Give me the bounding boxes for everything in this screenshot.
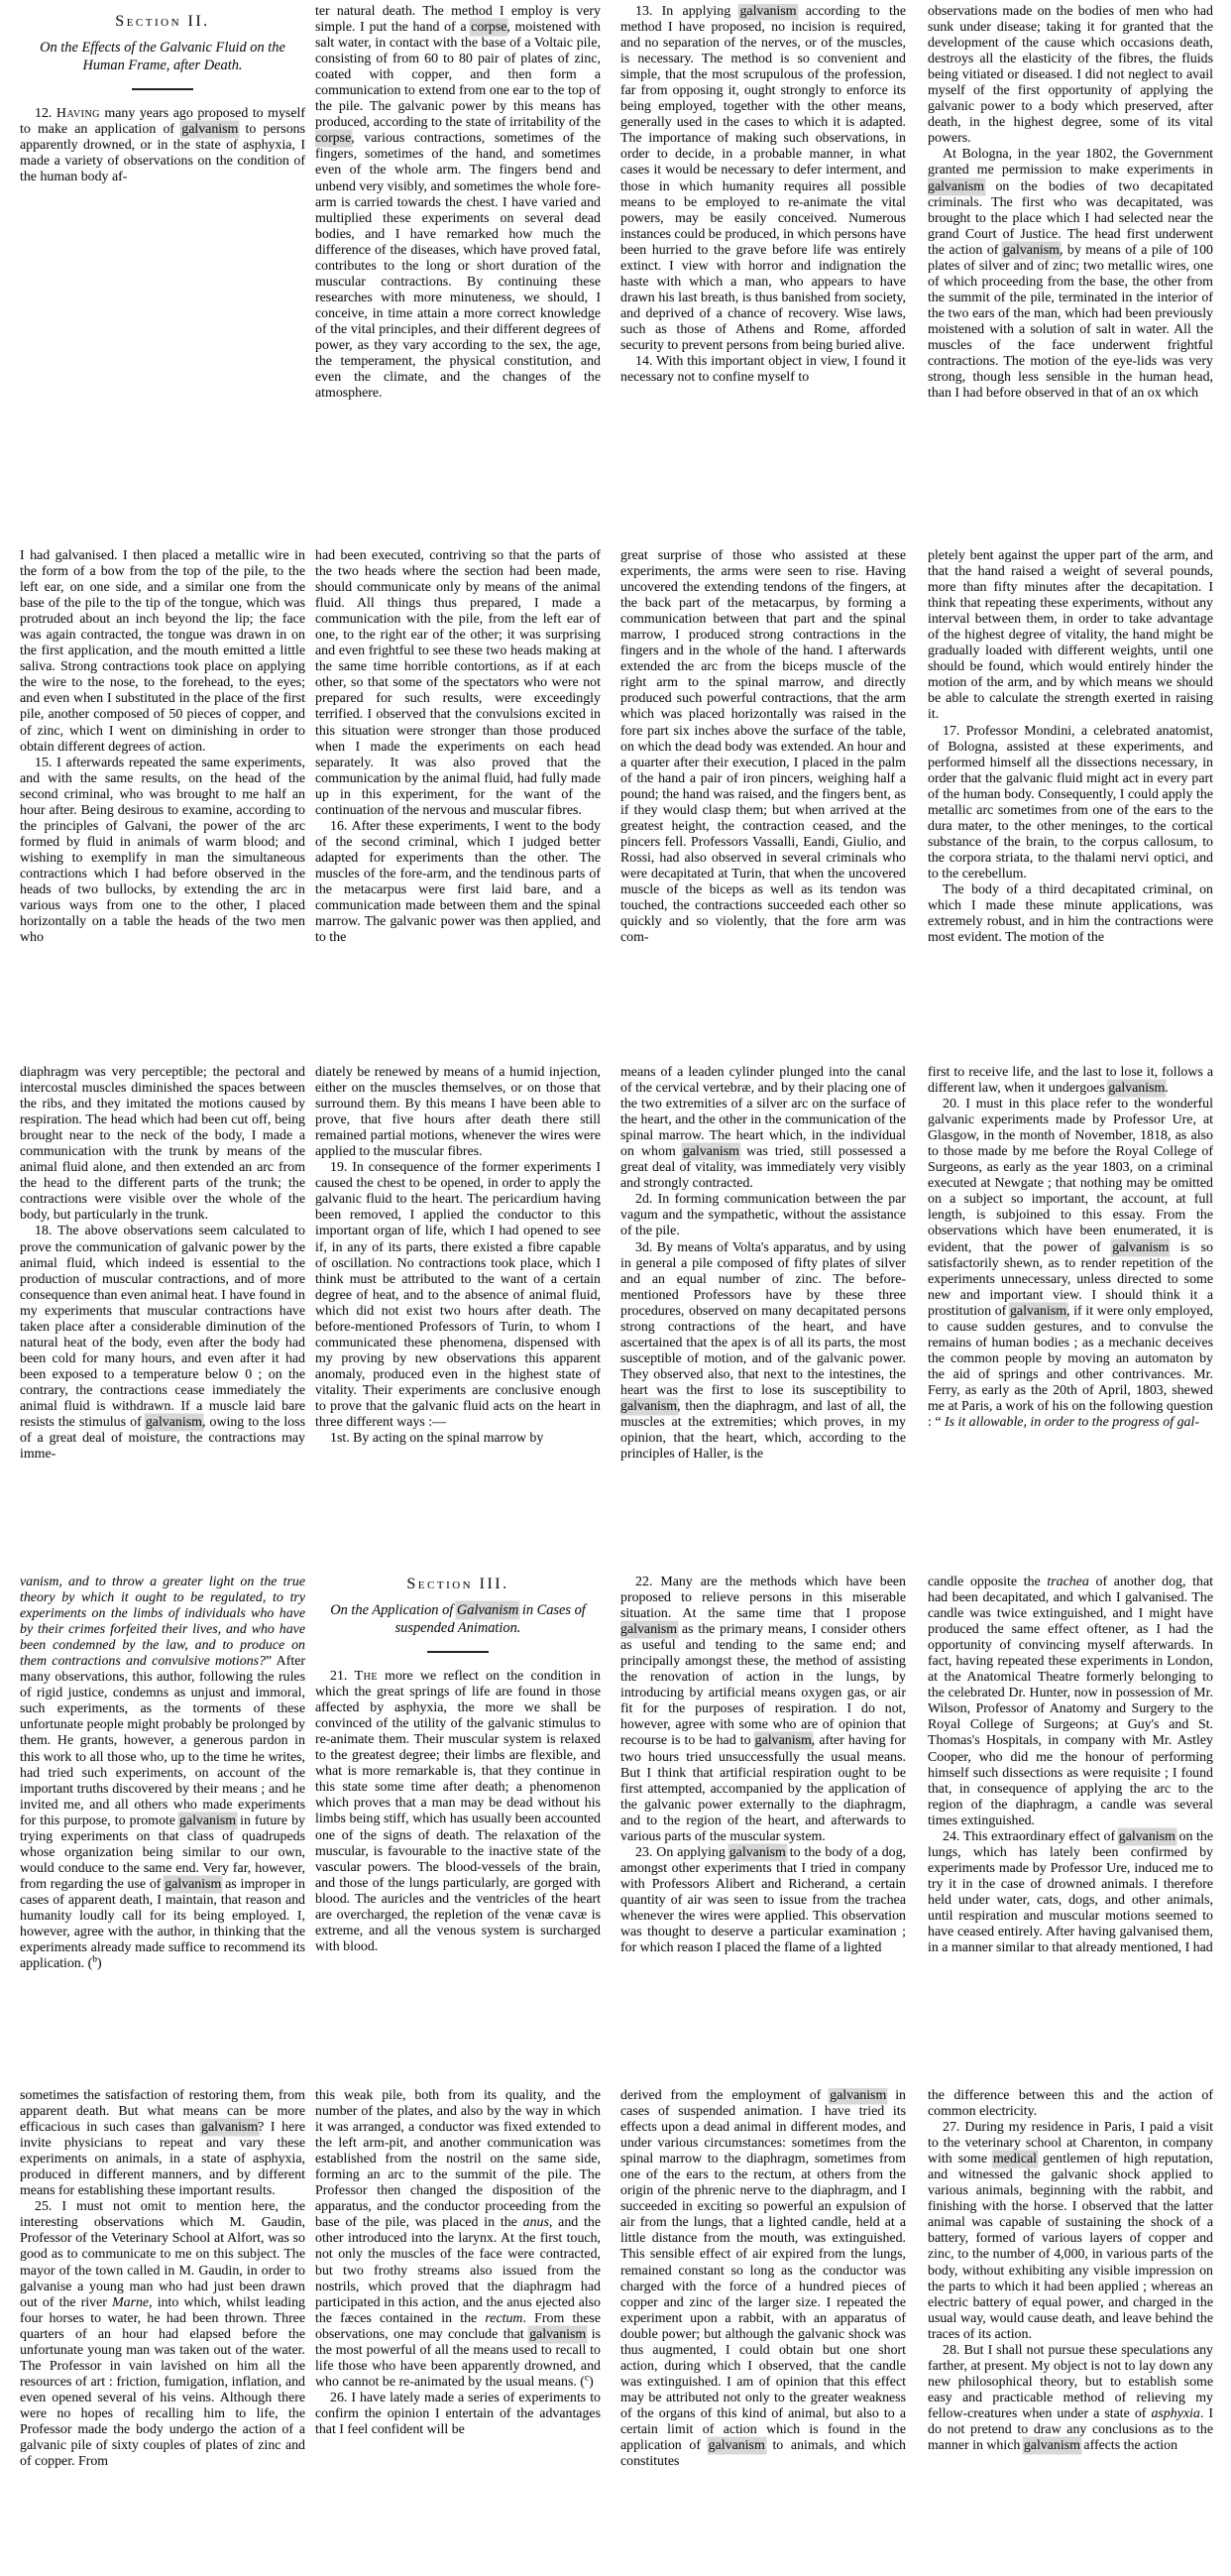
section-divider <box>427 1651 489 1653</box>
search-highlight: corpse <box>471 20 507 36</box>
text-block-row3-col3 <box>620 1065 906 1551</box>
paragraph: the difference between this and the action of common electricity. <box>928 2088 1213 2120</box>
text-block-row3-col1 <box>20 1065 305 1551</box>
section-subtitle: On the Application of Galvanism in Cases of suspended Animation. <box>330 1602 586 1636</box>
search-highlight: galvanism <box>739 4 797 19</box>
text-block-row5-col4 <box>928 2088 1213 2572</box>
paragraph: means of a leaden cylinder plunged into the canal of the cervical vertebræ, and by their placing one of the two extremities of a silver arc on the surface of the heart, and the other in the communication of the spinal marrow. The heart which, in the individual on whom galvanism was tried, still possessed a great deal of vitality, was immediately very visibly and strongly contracted. <box>620 1065 906 1192</box>
text-block-row1-col3 <box>620 4 906 492</box>
paragraph: I had galvanised. I then placed a metallic wire in the form of a bow from the top of the pile, to the left ear, on one side, and a similar one from the base of the pile to the tip of the tongue, which was protruded about an inch beyond the lip; the face was again contracted, the tongue was drawn in on the first application, and the mouth emitted a little saliva. Strong contractions took place on applying the wire to the nose, to the forehead, to the eyes; and even when I substituted in the place of the first pile, another composed of 50 pieces of copper, and of zinc, which I went on diminishing in order to obtain different degrees of action. <box>20 548 305 755</box>
paragraph: 22. Many are the methods which have been proposed to relieve persons in this miserable situation. At the same time that I propose galvanism as the primary means, I consider others as useful and tending to the same end; and principally amongst these, the method of assisting the renovation of action in the lungs, by introducing by artificial means oxygen gas, or air fit for the purposes of respiration. I do not, however, agree with some who are of opinion that recourse is to be had to galvanism, after having for two hours tried unsuccessfully the usual means. But I think that artificial respiration ought to be first attempted, accompanied by the application of the galvanic power externally to the diaphragm, and to the region of the heart, and afterwards to various parts of the muscular system. <box>620 1575 906 1844</box>
text-block-row1-col4 <box>928 4 1213 492</box>
search-highlight: galvanism <box>682 1144 739 1160</box>
search-highlight: galvanism <box>754 1733 812 1749</box>
paragraph: 1st. By acting on the spinal marrow by <box>330 1431 544 1447</box>
search-highlight: galvanism <box>1108 1081 1166 1097</box>
paragraph: 23. On applying galvanism to the body of a dog, amongst other experiments that I tried in company with Professors Alibert and Richerand, a certain quantity of air was seen to issue from the trachea whenever the wires were applied. This observation was thought to deserve a particular examination ; for which reason I placed the flame of a lighted <box>620 1844 906 1956</box>
paragraph: pletely bent against the upper part of the arm, and that the hand raised a weight of several pounds, more than fifty minutes after the decapitation. I think that repeating these experiments, without any interval between them, in order to take advantage of the highest degree of vitality, the hand might be gradually loaded with different weights, until one should be found, which would entirely hinder the motion of the arm, and by which means we should be able to calculate the strength exerted in raising it. <box>928 548 1213 723</box>
section-2-start-block <box>20 12 305 492</box>
paragraph: 24. This extraordinary effect of galvanism on the lungs, which has lately been confirmed by experiments made by Professor Ure, induced me to try it in the case of drowned animals. I therefore held under water, cats, dogs, and other animals, until respiration and muscular motions seemed to have ceased entirely. After having galvanised them, in a manner similar to that already mentioned, I had <box>928 1828 1213 1956</box>
search-highlight: galvanism <box>728 1844 786 1860</box>
search-highlight: galvanism <box>620 1622 678 1638</box>
paragraph: ter natural death. The method I employ is very simple. I put the hand of a corpse, moistened with salt water, in contact with the base of a Voltaic pile, consisting of from 60 to 80 pair of plates of zinc, coated with copper, and then form a communication to extend from one ear to the top of the pile. The galvanic power by this means has produced, according to the state of irritability of the corpse, various contractions, sometimes of the fingers, sometimes of the hand, and sometimes even of the whole arm. The fingers bend and unbend very visibly, and sometimes the whole fore-arm is carried towards the chest. I have varied and multiplied these experiments on several dead bodies, and I have remarked how much the difference of the diseases, which have proved fatal, contributes to the long or short duration of the muscular contractions. By continuing these researches with more minuteness, we should, I conceive, in time attain a more correct knowledge of the vital principles, and their different degrees of power, as they vary according to the sex, the age, the temperament, the physical constitution, and even the climate, and the changes of the atmosphere. <box>315 4 601 402</box>
paragraph: first to receive life, and the last to lose it, follows a different law, when it undergoes galvanism. <box>928 1065 1213 1097</box>
section-heading: Section III. <box>406 1576 509 1592</box>
text-block-row4-col1 <box>20 1575 305 2064</box>
search-highlight: galvanism <box>1023 2438 1080 2454</box>
search-highlight: galvanism <box>145 1415 202 1431</box>
paragraph: this weak pile, both from its quality, and the number of the plates, and also by the way in which it was arranged, a conductor was fixed extended to the left arm-pit, and another communication was established from the nostril on the same side, forming an arc to the summit of the pile. The Professor then changed the disposition of the apparatus, and the conductor proceeding from the base of the pile, was placed in the anus, and the other introduced into the larynx. At the first touch, not only the muscles of the face were contracted, but two frothy streams also issued from the nostrils, which proved that the diaphragm had participated in this action, and the anus ejected also the fæces contained in the rectum. From these observations, one may conclude that galvanism is the most powerful of all the means used to recall to life those who have been apparently drowned, and who cannot be re-animated by the usual means. ($^c$) <box>315 2088 601 2390</box>
search-highlight: galvanism <box>181 122 239 138</box>
paragraph: 13. In applying galvanism according to the method I have proposed, no incision is required, and no separation of the nerves, or of the muscles, is necessary. The method is so convenient and simple, that the most scrupulous of the profession, far from opposing it, ought strongly to enforce its being employed, together with the other means, generally used in the cases to which it is adapted. The importance of making such observations, in order to decide, in a probable manner, in what cases it would be necessary to defer interment, and those in which humanity requires all possible means to be employed to re-animate the vital powers, may be easily conceived. Numerous instances could be produced, in which persons have been hurried to the grave before life was entirely extinct. I view with horror and indignation the haste with which a man, who appears to have drawn his last breath, is thus banished from society, and deprived of a chance of recovery. Wise laws, such as those of Athens and Rome, afforded security to prevent persons from being buried alive. <box>620 4 906 353</box>
paragraph: candle opposite the trachea of another dog, that had been decapitated, and which I galvanised. The candle was twice extinguished, and I might have produced the same effect oftener, as I had the opportunity of convincing myself afterwards. In fact, having repeated these experiments in London, at the Anatomical Theatre formerly belonging to the celebrated Dr. Hunter, now in possession of Mr. Wilson, Professor of Anatomy and Surgery to the Royal College of Surgeons; at Guy's and St. Thomas's Hospitals, in company with Mr. Astley Cooper, who did me the honour of performing himself such dissections as were requisite ; I found that, in consequence of applying the arc to the region of the diaphragm, a candle was several times extinguished. <box>928 1575 1213 1828</box>
section-subtitle: On the Effects of the Galvanic Fluid on the Human Frame, after Death. <box>40 40 285 73</box>
search-highlight: corpse <box>315 131 352 147</box>
search-highlight: galvanism <box>1009 1303 1067 1319</box>
paragraph: 21. The more we reflect on the condition in which the great springs of life are found in those affected by asphyxia, the more we shall be convinced of the utility of the galvanic stimulus to re-animate them. Their muscular system is relaxed to the greatest degree; their limbs are flexible, and what is more remarkable is, that they continue in this state some time after death; a phenomenon which proves that a man may be dead without his limbs being stiff, which has usually been accounted one of the signs of death. The relaxation of the muscular, is favourable to the inactive state of the vascular powers. The blood-vessels of the brain, and those of the lungs particularly, are gorged with blood. The auricles and the ventricles of the heart are overcharged, the repletion of the venæ cavæ is extreme, and all the venous system is surcharged with blood. <box>315 1669 601 1954</box>
paragraph: 3d. By means of Volta's apparatus, and by using in general a pile composed of fifty plates of silver and an equal number of zinc. The before-mentioned Professors have by these three procedures, observed on many decapitated persons strong contractions of the heart, and have ascertained that the apex is of all its parts, the most susceptible of motion, and of the galvanic power. They observed also, that next to the intestines, the heart was the first to lose its susceptibility to galvanism, then the diaphragm, and last of all, the muscles at the extremities; which proves, in my opinion, that the heart, which, according to the principles of Haller, is the <box>620 1239 906 1463</box>
paragraph: 20. I must in this place refer to the wonderful galvanic experiments made by Professor Ure, at Glasgow, in the month of November, 1818, as also to those made by me before the Royal College of Surgeons, as early as the year 1803, on a criminal executed at Newgate ; that nothing may be omitted on a subject so important, the account, at full length, is subjoined to this essay. From the observations which have been enumerated, it is evident, that the power of galvanism is so satisfactorily shewn, as to render repetition of the experiments unnecessary, unless directed to some new and important view. I should think it a prostitution of galvanism, if it were only employed, to cause sudden gestures, and to convulse the remains of human bodies ; as a mechanic deceives the common people by moving an automaton by the aid of springs and other contrivances. Mr. Ferry, as early as the 20th of April, 1803, shewed me at Paris, a work of his on the following question : “ Is it allowable, in order to the progress of gal- <box>928 1097 1213 1431</box>
search-highlight: galvanism <box>928 178 985 194</box>
search-highlight: galvanism <box>1002 242 1060 258</box>
paragraph: great surprise of those who assisted at these experiments, the arms were seen to rise. Having uncovered the extending tendons of the fingers, at the back part of the metacarpus, by forming a communication between that part and the spinal marrow, I produced strong contractions in the fingers and in the whole of the hand. I afterwards extended the arc from the biceps muscle of the right arm to the spinal marrow, and directly produced such powerful contractions, that the arm which was placed horizontally was raised in the fore part six inches above the surface of the table, on which the dead body was extended. An hour and a quarter after their execution, I placed in the palm of the hand a pair of iron pincers, weighing half a pound; the hand was raised, and the fingers bent, as if they would clasp them; but when arrived at the greatest height, the contraction ceased, and the pincers fell. Professors Vassalli, Eandi, Giulio, and Rossi, had also observed in several criminals who were decapitated at Turin, that when the uncovered muscle of the biceps as well as its tendon was touched, the contractions succeeded each other so quickly and so violently, that the fore arm was com- <box>620 548 906 946</box>
search-highlight: galvanism <box>1118 1828 1175 1844</box>
text-block-row2-col1 <box>20 548 305 1048</box>
search-highlight: galvanism <box>1112 1239 1170 1255</box>
paragraph: At Bologna, in the year 1802, the Government granted me permission to make experiments in galvanism on the bodies of two decapitated criminals. The first who was decapitated, was brought to the place which I had selected near the grand Court of Justice. The head first underwent the action of galvanism, by means of a pile of 100 plates of silver and of zinc; two metallic wires, one of which proceeding from the base, the other from the summit of the pile, terminated in the interior of the two ears of the man, which had been previously moistened with a solution of salt in water. All the muscles of the face underwent frightful contractions. The motion of the eye-lids was very strong, though less sensible in the human head, than I had before observed in that of an ox which <box>928 147 1213 402</box>
paragraph: 2d. In forming communication between the par vagum and the sympathetic, without the assistance of the pile. <box>620 1192 906 1239</box>
search-highlight: Galvanism <box>456 1602 519 1619</box>
paragraph: 12. Having many years ago proposed to myself to make an application of galvanism to persons apparently drowned, or in the state of asphyxia, I made a variety of observations on the condition of the human body af- <box>20 106 305 185</box>
search-highlight: galvanism <box>201 2120 259 2136</box>
paragraph: 18. The above observations seem calculated to prove the communication of galvanic power by the animal fluid, which indeed is essential to the production of muscular contractions, and of more consequence than even animal heat. I have found in my experiments that muscular contractions have taken place after a considerable diminution of the natural heat of the body, even after the body had been cold for many hours, and even after it had been exposed to a temperature below 0 ; on the contrary, the contractions cease immediately the animal fluid is withdrawn. If a muscle laid bare resists the stimulus of galvanism, owing to the loss of a great deal of moisture, the contractions may imme- <box>20 1224 305 1463</box>
section-heading: Section II. <box>115 13 210 30</box>
section-3-start-block <box>315 1575 601 2064</box>
search-highlight: galvanism <box>529 2326 587 2342</box>
text-block-row5-col2 <box>315 2088 601 2572</box>
paragraph: 16. After these experiments, I went to the body of the second criminal, which I judged better adapted for experiments than the other. The muscles of the fore-arm, and the tendinous parts of the metacarpus were first laid bare, and a communication made between them and the spinal marrow. The galvanic power was then applied, and to the <box>315 818 601 946</box>
paragraph: 17. Professor Mondini, a celebrated anatomist, of Bologna, assisted at these experiments, and performed himself all the dissections necessary, in order that the galvanic fluid might act in every part of the human body. Consequently, I could apply the metallic arc sometimes from one of the ears to the dura mater, to the other meninges, to the cortical substance of the brain, to the corpus callosum, to the corpora striata, to the thalami nervi optici, and to the cerebellum. <box>928 723 1213 881</box>
paragraph: derived from the employment of galvanism in cases of suspended animation. I have tried its effects upon a dead animal in different modes, and under various circumstances: sometimes from the spinal marrow to the diaphragm, sometimes from one of the ears to the rectum, at others from the origin of the phrenic nerve to the diaphragm, and I succeeded in exciting so powerful an expulsion of air from the lungs, that a lighted candle, held at a little distance from the mouth, was extinguished. This sensible effect of air expired from the lungs, remained constant so long as the conductor was charged with the force of a hundred pieces of copper and zinc of the larger size. I repeated the experiment upon a rabbit, with an apparatus of double power; but although the galvanic shock was thus augmented, I could obtain but one short action, during which I observed, that the candle was extinguished. I am of opinion that this effect may be attributed not only to the greater weakness of the organs of this kind of animal, but also to a certain limit of action which is found in the application of galvanism to animals, and which constitutes <box>620 2088 906 2470</box>
paragraph: 26. I have lately made a series of experiments to confirm the opinion I entertain of the advantages that I feel confident will be <box>315 2390 601 2437</box>
paragraph: 25. I must not omit to mention here, the interesting observations which M. Gaudin, Professor of the Veterinary School at Alfort, was so good as to communicate to me on this subject. The mayor of the town called in M. Gaudin, in order to galvanise a young man who had just been drawn out of the river Marne, into which, whilst leading four horses to water, he had been thrown. Three quarters of an hour had elapsed before the unfortunate young man was taken out of the water. The Professor in vain lavished on him all the resources of art : friction, fumigation, inflation, and even opened several of his veins. Although there were no hopes of recalling him to life, the Professor made the body undergo the action of a galvanic pile of sixty couples of plates of zinc and of copper. From <box>20 2199 305 2470</box>
paragraph: diaphragm was very perceptible; the pectoral and intercostal muscles diminished the spaces between the ribs, and they imitated the motions caused by respiration. The head which had been cut off, being brought near to the neck of the body, I made a communication with the trunk by means of the animal fluid alone, and then extended an arc from the head to the different parts of the trunk; the contractions were visible over the whole of the body, but particularly in the trunk. <box>20 1065 305 1224</box>
search-highlight: galvanism <box>830 2088 887 2103</box>
paragraph: sometimes the satisfaction of restoring them, from apparent death. But what means can be more efficacious in such cases than galvanism? I here invite physicians to repeat and vary these experiments on animals, in a state of asphyxia, produced in different manners, and by different means for establishing these important results. <box>20 2088 305 2199</box>
text-block-row4-col3 <box>620 1575 906 2064</box>
text-block-row2-col4 <box>928 548 1213 1048</box>
search-highlight: medical <box>993 2152 1038 2167</box>
section-divider <box>132 88 193 90</box>
text-block-row2-col3 <box>620 548 906 1048</box>
paragraph: had been executed, contriving so that the parts of the two heads where the section had been made, should communicate only by means of the animal fluid. All things thus prepared, I made a communication with the pile, from the left ear of one, to the right ear of the other; it was surprising and even frightful to see these two heads making at the same time horrible contortions, as if at each other, so that some of the spectators who were not prepared for such results, were exceedingly terrified. I observed that the convulsions excited in this situation were stronger than those produced when I made the experiments on each head separately. It was also proved that the communication by the animal fluid, had fully made up in this experiment, for the want of the continuation of the nervous and muscular fibres. <box>315 548 601 818</box>
text-block-row4-col4 <box>928 1575 1213 2064</box>
text-block-row2-col2 <box>315 548 601 1048</box>
paragraph: observations made on the bodies of men who had sunk under disease; taking it for granted that the development of the cause which occasions death, destroys all the elasticity of the fibres, the fluids being vitiated or diseased. I did not neglect to avail myself of the first opportunity of applying the galvanic power to a body which preserved, after death, in the highest degree, some of its vital powers. <box>928 4 1213 147</box>
text-block-row3-col2 <box>315 1065 601 1551</box>
paragraph: 19. In consequence of the former experiments I caused the chest to be opened, in order to apply the galvanic fluid to the heart. The pericardium having been removed, I applied the conductor to this important organ of life, which I had opened to see if, in any of its parts, there existed a fibre capable of oscillation. No contractions took place, which I think must be attributed to the want of a certain degree of heat, and to the absence of animal fluid, which did not exist two hours after death. The before-mentioned Professors of Turin, to whom I communicated these phenomena, dispensed with my proving by new observations this apparent anomaly, produced even in the highest state of vitality. Their experiments are conclusive enough to prove that the galvanic fluid acts on the heart in three different ways :— <box>315 1160 601 1431</box>
search-highlight: galvanism <box>165 1876 222 1892</box>
search-highlight: galvanism <box>620 1398 678 1414</box>
paragraph: The body of a third decapitated criminal, on which I made these minute applications, was extremely robust, and in him the contractions were most evident. The motion of the <box>928 881 1213 946</box>
paragraph: 14. With this important object in view, I found it necessary not to confine myself to <box>620 354 906 386</box>
search-highlight: galvanism <box>178 1813 237 1828</box>
search-highlight: galvanism <box>708 2438 765 2454</box>
text-block-row3-col4 <box>928 1065 1213 1551</box>
paragraph: 28. But I shall not pursue these speculations any farther, at present. My object is not to lay down any new philosophical theory, but to establish some easy and practicable method of relieving my fellow-creatures when under a state of asphyxia. I do not pretend to draw any conclusions as to the manner in which galvanism affects the action <box>928 2342 1213 2454</box>
text-block-row1-col2 <box>315 4 601 492</box>
paragraph: 27. During my residence in Paris, I paid a visit to the veterinary school at Charenton, in company with some medical gentlemen of high reputation, and witnessed the galvanic shock applied to various animals, beginning with the rabbit, and finishing with the horse. I observed that the latter animal was capable of sustaining the shock of a battery, formed of various layers of copper and zinc, to the number of 4,000, in various parts of the body, without exhibiting any visible impression on the parts to which it had been applied ; whereas an electric battery of equal power, and charged in the usual way, would cause death, and leave behind the traces of its action. <box>928 2120 1213 2342</box>
paragraph: vanism, and to throw a greater light on the true theory by which it ought to be regulated, to try experiments on the limbs of individuals who have by their crimes forfeited their lives, and who have been condemned by the law, and to produce on them contractions and convulsive motions?” After many observations, this author, following the rules of rigid justice, condemns as unjust and immoral, such experiments, as the torments of these unfortunate people might probably be prolonged by them. He grants, however, a generous pardon in this work to all those who, up to the time he writes, had tried such experiments, on account of the important truths discovered by their means ; and he invited me, and all others who made experiments for this purpose, to promote galvanism in future by trying experiments on that class of quadrupeds whose organization being similar to our own, would conduce to the same end. Very far, however, from regarding the use of galvanism as improper in cases of apparent death, I maintain, that reason and humanity loudly call for its being employed. I, however, agree with the author, in thinking that the experiments already made suffice to recommend its application. ($^b$) <box>20 1575 305 1972</box>
text-block-row5-col1 <box>20 2088 305 2572</box>
paragraph: diately be renewed by means of a humid injection, either on the muscles themselves, or on those that surround them. By this means I have been able to prove, that five hours after death there still remained partial motions, whenever the wires were applied to the muscular fibres. <box>315 1065 601 1160</box>
text-block-row5-col3 <box>620 2088 906 2572</box>
paragraph: 15. I afterwards repeated the same experiments, and with the same results, on the head of the second criminal, who was brought to me half an hour after. Being desirous to examine, according to the principles of Galvani, the power of the arc formed by fluid in animals of warm blood; and wishing to exemplify in man the simultaneous contractions which I had before observed in the heads of two bullocks, by extending the arc in various ways from one to the other, I placed horizontally on a table the heads of the two men who <box>20 755 305 946</box>
